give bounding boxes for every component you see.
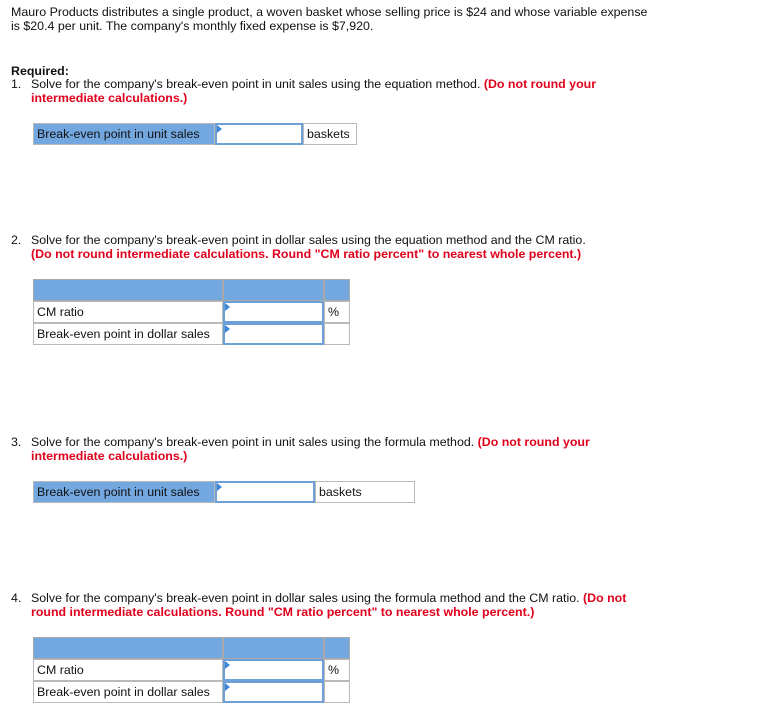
question-3 (11, 435, 651, 463)
input-marker-icon (225, 325, 230, 333)
question-1 (11, 77, 651, 105)
input-marker-icon (217, 125, 222, 133)
question-text: Solve for the company's break-even point in unit sales using the equation method. (31, 77, 481, 91)
question-number: 1. (11, 77, 22, 91)
q2-table-header (33, 279, 350, 301)
unit-label (324, 323, 350, 345)
q1-answer-row (33, 123, 357, 145)
q4-cm-ratio-row (33, 659, 350, 681)
row-label: Break-even point in unit sales (33, 123, 215, 145)
question-number: 4. (11, 591, 22, 605)
row-label: CM ratio (33, 301, 223, 323)
row-label: Break-even point in dollar sales (33, 323, 223, 345)
input-marker-icon (217, 483, 222, 491)
q2-dollar-sales-row (33, 323, 350, 345)
q4-dollar-sales-input[interactable] (223, 681, 324, 703)
q4-table-header (33, 637, 350, 659)
question-note: (Do not round your intermediate calculations.) (31, 435, 590, 463)
q2-cm-ratio-input[interactable] (223, 301, 324, 323)
input-marker-icon (225, 661, 230, 669)
q2-cm-ratio-row (33, 301, 350, 323)
question-2 (11, 233, 651, 261)
question-text: Solve for the company's break-even point in dollar sales using the formula method and the CM ratio. (31, 591, 580, 605)
unit-label: % (324, 659, 350, 681)
input-marker-icon (225, 303, 230, 311)
question-4 (11, 591, 651, 619)
q4-cm-ratio-input[interactable] (223, 659, 324, 681)
q4-dollar-sales-row (33, 681, 350, 703)
question-note: (Do not round intermediate calculations. Round "CM ratio percent" to nearest whole percent.) (31, 246, 582, 261)
question-text: Solve for the company's break-even point in unit sales using the formula method. (31, 435, 475, 449)
q3-unit-sales-input[interactable] (215, 481, 315, 503)
q1-unit-sales-input[interactable] (215, 123, 303, 145)
question-text: Solve for the company's break-even point in dollar sales using the equation method and the CM ratio. (31, 233, 586, 247)
row-label: CM ratio (33, 659, 223, 681)
input-marker-icon (225, 683, 230, 691)
question-note: (Do not round your intermediate calculations.) (31, 77, 597, 105)
q3-answer-row (33, 481, 415, 503)
question-number: 2. (11, 233, 22, 247)
question-number: 3. (11, 435, 22, 449)
row-label: Break-even point in dollar sales (33, 681, 223, 703)
unit-label (324, 681, 350, 703)
required-heading: Required: (11, 64, 69, 78)
q2-dollar-sales-input[interactable] (223, 323, 324, 345)
row-label: Break-even point in unit sales (33, 481, 215, 503)
unit-label: % (324, 301, 350, 323)
question-note: (Do not round intermediate calculations. Round "CM ratio percent" to nearest whole percent.) (31, 591, 627, 619)
problem-intro: Mauro Products distributes a single product, a woven basket whose selling price is $24 and whose variable expense is $20.4 per unit. The company's monthly fixed expense is $7,920. (11, 5, 648, 33)
unit-label: baskets (303, 123, 357, 145)
unit-label: baskets (315, 481, 415, 503)
